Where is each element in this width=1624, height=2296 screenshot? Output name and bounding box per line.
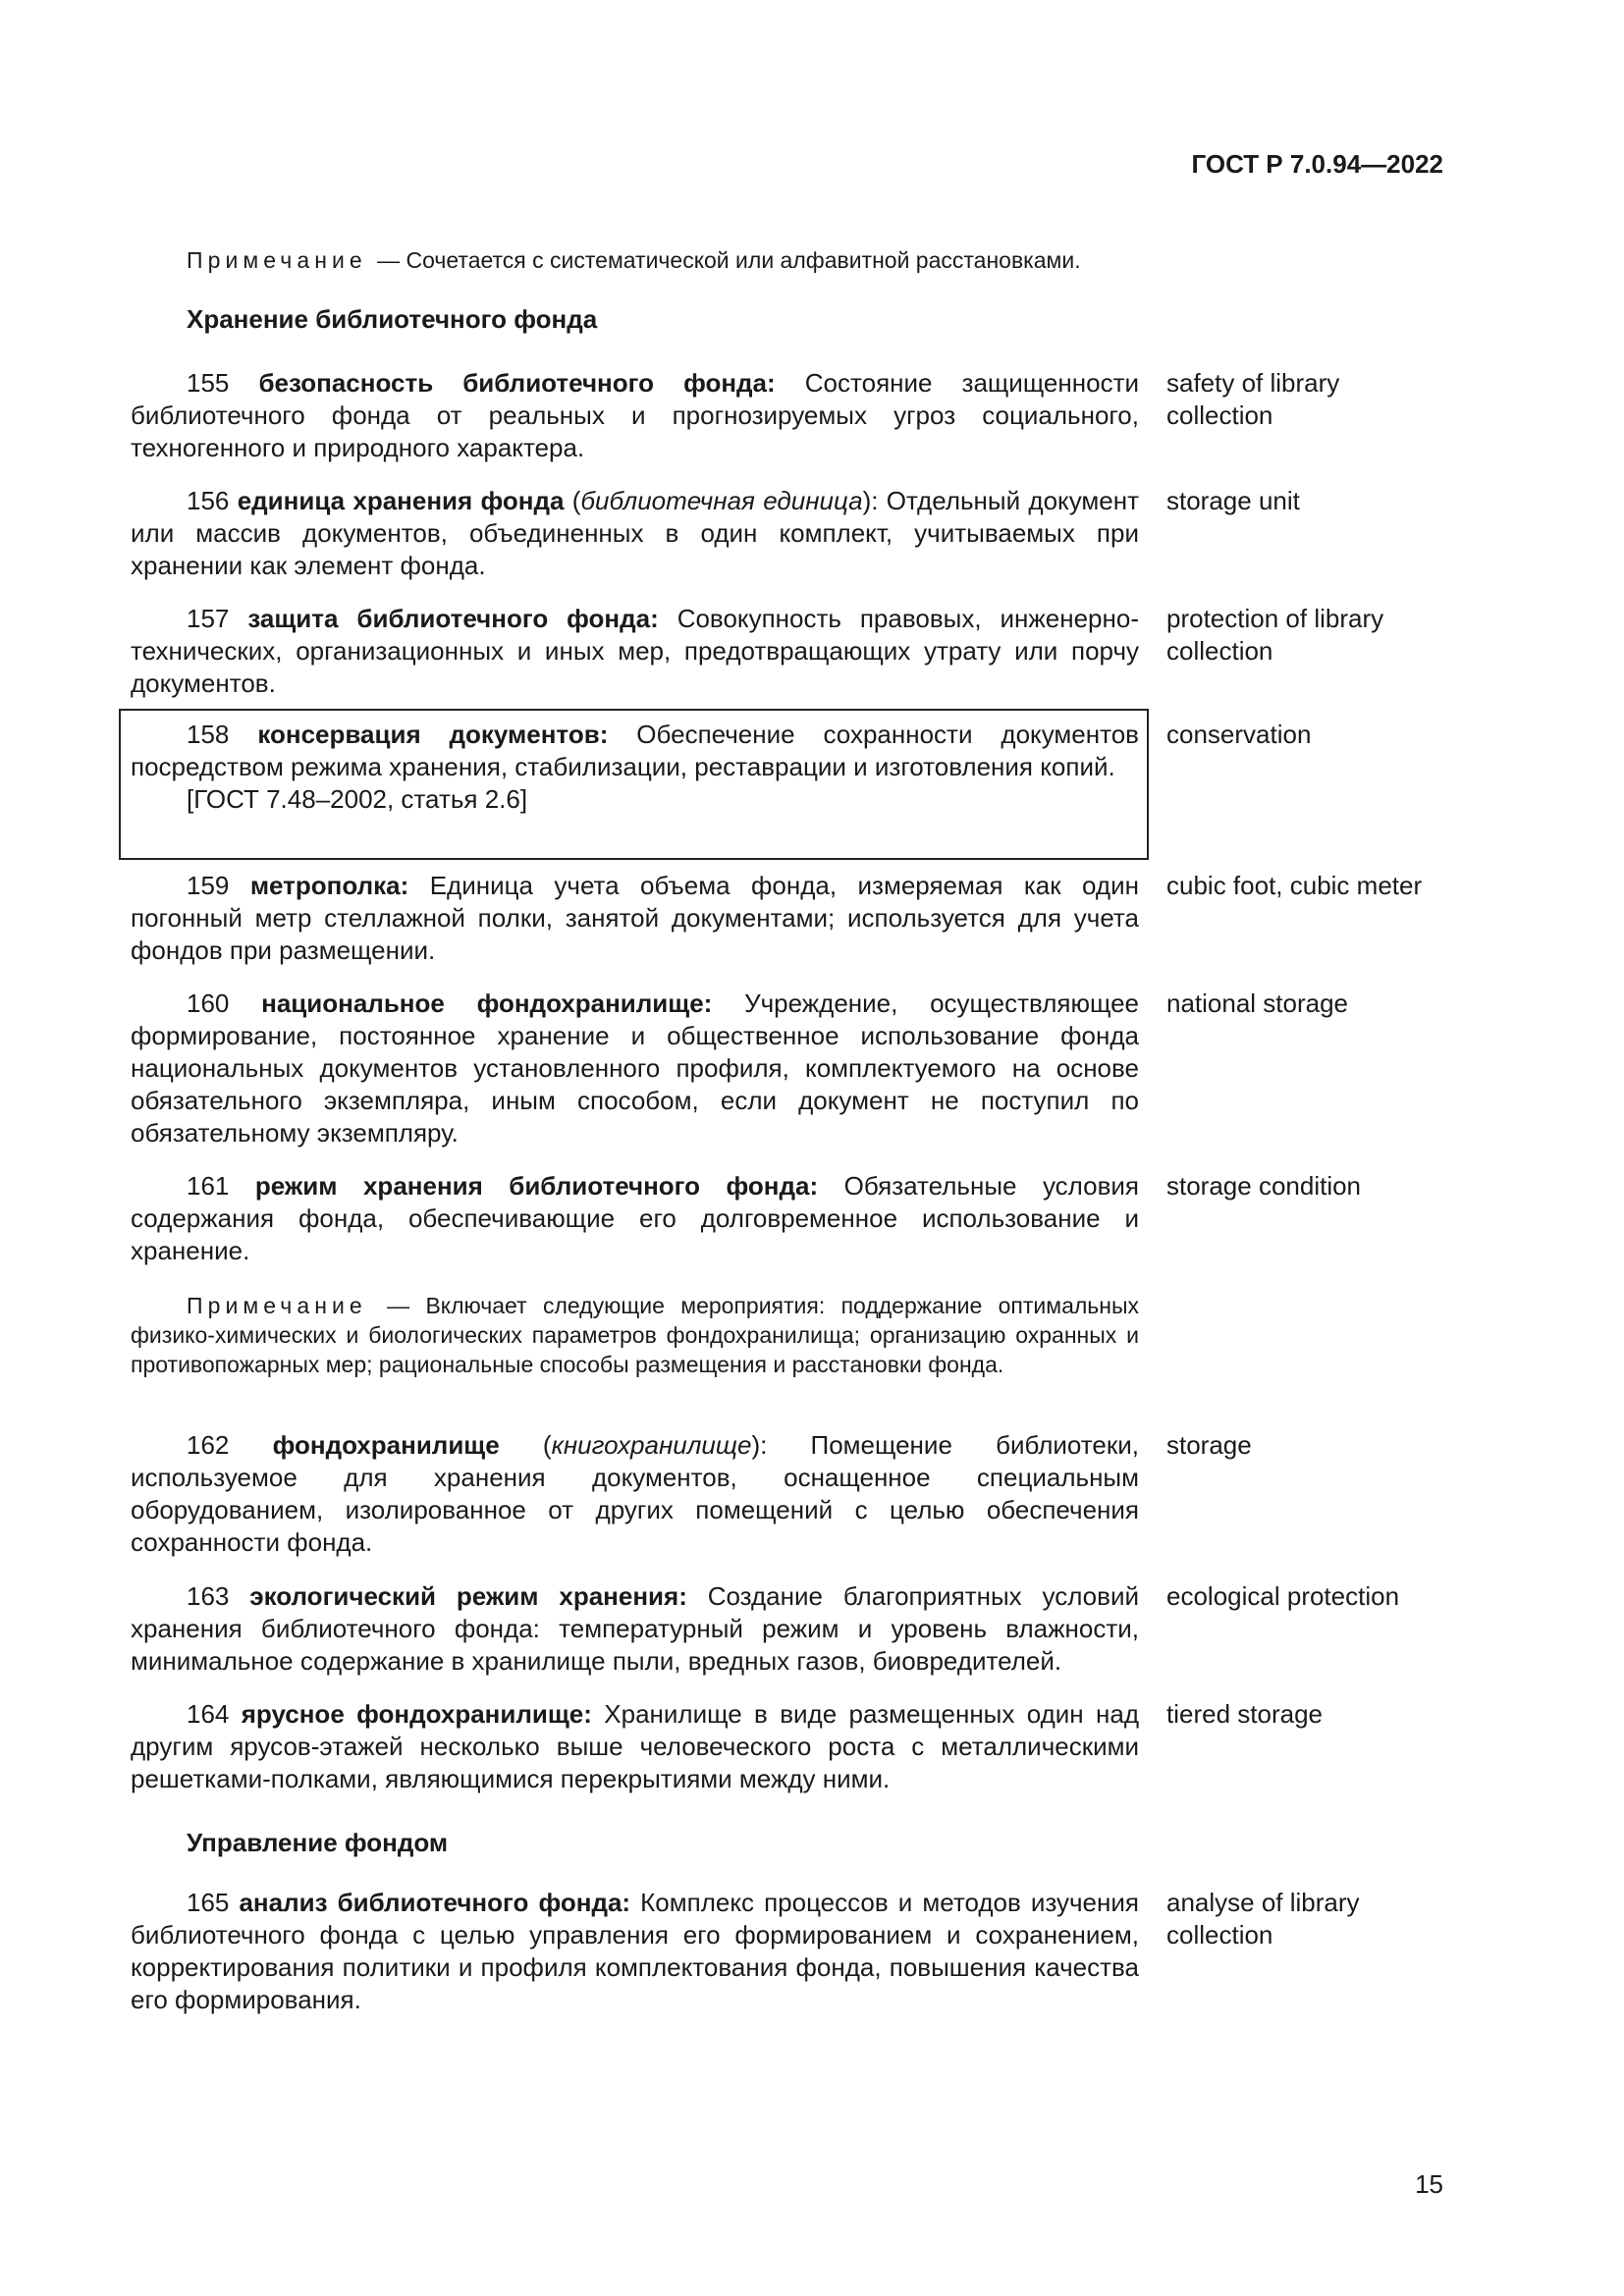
term-definition xyxy=(131,870,1139,967)
term-synonym: библиотечная единица xyxy=(580,486,863,515)
term-name: национальное фондохранилище: xyxy=(261,988,713,1018)
term-definition xyxy=(131,485,1139,582)
english-equivalent: storage unit xyxy=(1166,486,1300,515)
definition-text: Обязательные условия содержания фонда, обеспечивающие его долговременное использование и хранение. xyxy=(131,1171,1139,1265)
english-equivalent: protection of library collection xyxy=(1166,604,1384,666)
english-equivalent: tiered storage xyxy=(1166,1699,1323,1729)
note-label: Примечание xyxy=(187,1293,367,1318)
term-name: защита библиотечного фонда: xyxy=(247,604,659,633)
term-number: 155 xyxy=(187,368,230,398)
document-code: ГОСТ Р 7.0.94—2022 xyxy=(1191,149,1443,179)
english-equivalent: storage condition xyxy=(1166,1171,1362,1201)
definition-text: Совокупность правовых, инженерно-технических, организационных и иных мер, предотвращающих утрату или порчу документов. xyxy=(131,604,1139,698)
term-name: режим хранения библиотечного фонда: xyxy=(254,1171,819,1201)
term-definition xyxy=(131,719,1139,816)
definition-text: Помещение библиотеки, используемое для хранения документов, оснащенное специальным оборудованием, изолированное от других помещений с целью обеспечения сохранности фонда. xyxy=(131,1430,1139,1557)
term-name: анализ библиотечного фонда: xyxy=(239,1888,631,1917)
english-equivalent: cubic foot, cubic meter xyxy=(1166,871,1423,900)
definition-text: Хранилище в виде размещенных один над другим ярусов-этажей несколько выше человеческого роста с металлическими решетками-полками, являющимися перекрытиями между ними. xyxy=(131,1699,1139,1793)
term-synonym: книгохранилище xyxy=(551,1430,752,1460)
term-definition xyxy=(131,1887,1139,2016)
note-text: — Сочетается с систематической или алфавитной расстановками. xyxy=(377,247,1081,273)
definition-text: Обеспечение сохранности документов посредством режима хранения, стабилизации, реставрации и изготовления копий. xyxy=(131,720,1139,781)
definition-text: Единица учета объема фонда, измеряемая как один погонный метр стеллажной полки, занятой документами; используется для учета фондов при размещении. xyxy=(131,871,1139,965)
synonym-open: ( xyxy=(571,486,581,515)
term-number: 164 xyxy=(187,1699,230,1729)
term-number: 156 xyxy=(187,486,230,515)
term-name: фондохранилище xyxy=(272,1430,500,1460)
term-definition xyxy=(131,1170,1139,1267)
note-text: — Включает следующие мероприятия: поддержание оптимальных физико-химических и биологических параметров фондохранилища; организацию охранных и противопожарных мер; рациональные способы размещения и расстановки фонда. xyxy=(131,1293,1139,1377)
term-number: 163 xyxy=(187,1581,230,1611)
definition-text: Создание благоприятных условий хранения библиотечного фонда: температурный режим и уровень влажности, минимальное содержание в хранилище пыли, вредных газов, биовредителей. xyxy=(131,1581,1139,1676)
term-name: экологический режим хранения: xyxy=(249,1581,687,1611)
term-definition xyxy=(131,367,1139,464)
section-heading-storage: Хранение библиотечного фонда xyxy=(187,304,598,334)
term-name: ярусное фондохранилище: xyxy=(241,1699,592,1729)
term-number: 159 xyxy=(187,871,230,900)
term-definition xyxy=(131,1698,1139,1795)
synonym-open: ( xyxy=(542,1430,552,1460)
term-number: 161 xyxy=(187,1171,230,1201)
synonym-close: ): xyxy=(751,1430,768,1460)
term-name: метрополка: xyxy=(249,871,409,900)
english-equivalent: national storage xyxy=(1166,988,1349,1018)
term-number: 157 xyxy=(187,604,230,633)
section-heading-management: Управление фондом xyxy=(187,1828,449,1857)
term-definition xyxy=(131,603,1139,700)
term-name: консервация документов: xyxy=(257,720,609,749)
english-equivalent: analyse of library collection xyxy=(1166,1888,1360,1949)
synonym-close: ): xyxy=(862,486,879,515)
english-equivalent: storage xyxy=(1166,1430,1252,1460)
note-top xyxy=(187,245,1168,275)
source-reference: [ГОСТ 7.48–2002, статья 2.6] xyxy=(187,784,528,814)
note-label: Примечание xyxy=(187,247,367,273)
english-equivalent: conservation xyxy=(1166,720,1312,749)
english-equivalent: safety of library collection xyxy=(1166,368,1340,430)
definition-text: Отдельный документ или массив документов, объединенных в один комплект, учитываемых при хранении как элемент фонда. xyxy=(131,486,1139,580)
page-number: 15 xyxy=(1415,2169,1443,2199)
english-equivalent: ecological protection xyxy=(1166,1581,1400,1611)
term-number: 162 xyxy=(187,1430,230,1460)
term-name: единица хранения фонда xyxy=(237,486,565,515)
term-number: 165 xyxy=(187,1888,230,1917)
term-name: безопасность библиотечного фонда: xyxy=(258,368,776,398)
definition-text: Учреждение, осуществляющее формирование, постоянное хранение и общественное использование фонда национальных документов установленного профиля, комплектуемого на основе обязательного экземпляра, иным способом, если документ не поступил по обязательному экземпляру. xyxy=(131,988,1139,1148)
definition-text: Комплекс процессов и методов изучения библиотечного фонда с целью управления его формированием и сохранением, корректирования политики и профиля комплектования фонда, повышения качества его формирования. xyxy=(131,1888,1139,2014)
note-161 xyxy=(131,1291,1139,1379)
term-definition xyxy=(131,988,1139,1149)
term-definition xyxy=(131,1429,1139,1559)
term-definition xyxy=(131,1580,1139,1678)
term-number: 160 xyxy=(187,988,230,1018)
definition-text: Состояние защищенности библиотечного фонда от реальных и прогнозируемых угроз социального, техногенного и природного характера. xyxy=(131,368,1139,462)
term-number: 158 xyxy=(187,720,230,749)
